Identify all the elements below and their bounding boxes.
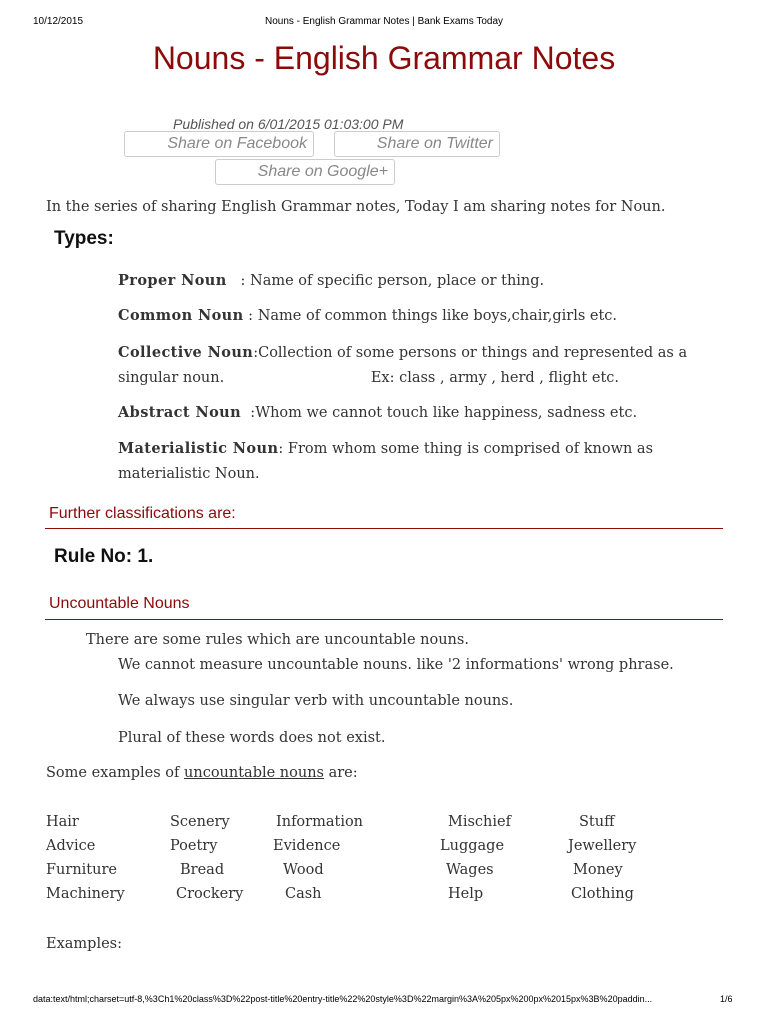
print-page-title: Nouns - English Grammar Notes | Bank Exams Today — [264, 16, 504, 27]
word-cell: Machinery — [46, 886, 125, 902]
word-cell: Crockery — [176, 886, 244, 902]
share-facebook-button[interactable]: Share on Facebook — [124, 131, 314, 157]
type-term: Abstract Noun — [118, 404, 242, 421]
examples-intro — [46, 765, 358, 781]
print-url: data:text/html;charset=utf-8,%3Ch1%20class%3D%22post-title%20entry-title%22%20style%3D%22margin%3A%205px%200px%2015px%3B%20paddin... — [33, 994, 653, 1004]
word-cell: Stuff — [579, 814, 615, 830]
word-cell: Cash — [285, 886, 322, 902]
word-cell: Poetry — [170, 838, 218, 854]
rule-item: We cannot measure uncountable nouns. like '2 informations' wrong phrase. — [118, 657, 674, 673]
type-description: Collection of some persons or things and represented as a singular noun. — [118, 345, 688, 386]
word-cell: Information — [276, 814, 364, 830]
published-date: Published on 6/01/2015 01:03:00 PM — [173, 116, 404, 132]
uncountable-nouns-heading: Uncountable Nouns — [49, 595, 190, 612]
share-google-button[interactable]: Share on Google+ — [215, 159, 395, 185]
type-description: Name of common things like boys,chair,girls etc. — [257, 308, 618, 324]
type-separator: : — [253, 345, 259, 361]
rule-item: Plural of these words does not exist. — [118, 730, 386, 746]
type-example: Ex: class , army , herd , flight etc. — [370, 370, 620, 386]
type-common-noun — [118, 303, 698, 329]
rules-intro: There are some rules which are uncountable nouns. — [86, 632, 469, 648]
page-number: 1/6 — [720, 994, 733, 1004]
word-cell: Money — [573, 862, 623, 878]
word-cell: Wood — [283, 862, 324, 878]
word-cell: Hair — [46, 814, 79, 830]
types-heading: Types: — [54, 228, 114, 249]
word-cell: Luggage — [440, 838, 505, 854]
word-cell: Bread — [180, 862, 225, 878]
share-twitter-button[interactable]: Share on Twitter — [334, 131, 500, 157]
section-divider — [45, 528, 723, 529]
examples-intro-text: Some examples of — [46, 765, 185, 781]
type-description: From whom some thing is comprised of known as materialistic Noun. — [118, 441, 654, 482]
word-cell: Wages — [446, 862, 494, 878]
section-divider — [45, 619, 723, 620]
type-term: Collective Noun — [118, 344, 254, 361]
type-separator: : — [241, 405, 256, 421]
article-title: Nouns - English Grammar Notes — [152, 40, 616, 76]
type-collective-noun — [118, 340, 688, 391]
word-cell: Advice — [46, 838, 96, 854]
type-separator: : — [226, 273, 251, 289]
word-cell: Jewellery — [568, 838, 637, 854]
rule-heading: Rule No: 1. — [54, 546, 154, 567]
type-term: Materialistic Noun — [118, 440, 279, 457]
type-separator: : — [278, 441, 288, 457]
examples-label: Examples: — [46, 936, 122, 952]
word-cell: Mischief — [448, 814, 511, 830]
examples-intro-text: are: — [324, 765, 358, 781]
word-cell: Help — [448, 886, 484, 902]
word-cell: Evidence — [273, 838, 341, 854]
print-date: 10/12/2015 — [33, 16, 84, 27]
word-cell: Clothing — [571, 886, 634, 902]
intro-paragraph: In the series of sharing English Grammar notes, Today I am sharing notes for Noun. — [46, 199, 666, 215]
type-description: Name of specific person, place or thing. — [250, 273, 545, 289]
type-abstract-noun — [118, 400, 698, 426]
word-cell: Scenery — [170, 814, 230, 830]
type-term: Proper Noun — [118, 272, 227, 289]
type-term: Common Noun — [118, 307, 244, 324]
type-description: Whom we cannot touch like happiness, sadness etc. — [255, 405, 638, 421]
type-materialistic-noun — [118, 436, 678, 487]
type-proper-noun — [118, 268, 698, 294]
uncountable-nouns-link[interactable]: uncountable nouns — [184, 765, 324, 781]
type-separator: : — [243, 308, 258, 324]
rule-item: We always use singular verb with uncountable nouns. — [118, 693, 514, 709]
further-classifications-heading: Further classifications are: — [49, 505, 236, 522]
word-cell: Furniture — [46, 862, 117, 878]
